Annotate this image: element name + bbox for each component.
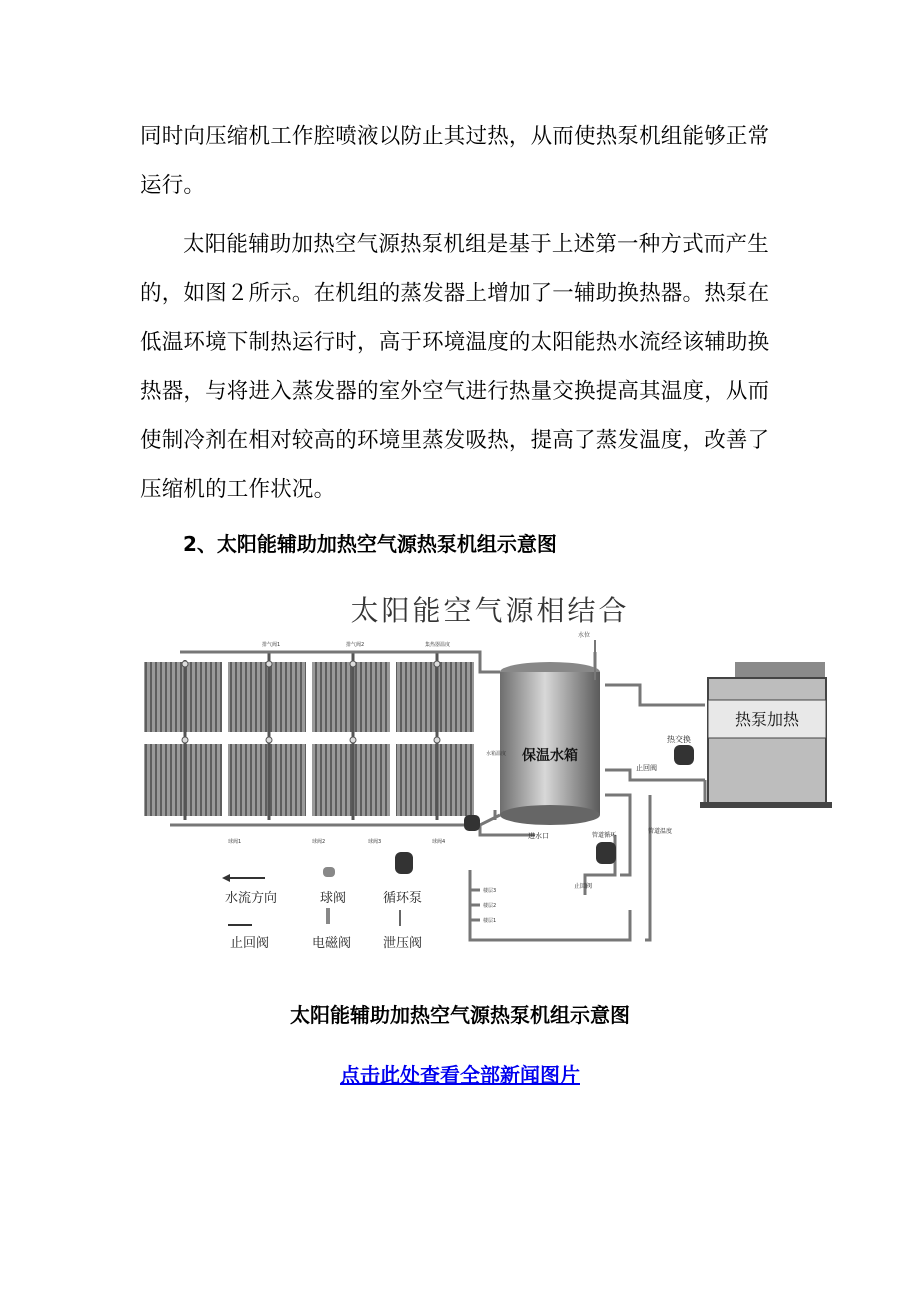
system-diagram bbox=[140, 580, 840, 975]
exhaust-valve-1-label: 排气阀1 bbox=[262, 642, 281, 648]
legend-relief: 泄压阀 bbox=[383, 936, 423, 951]
heat-pump-unit bbox=[700, 662, 832, 808]
pipe-circulation-pump-icon bbox=[596, 842, 616, 864]
ball-valve-icon bbox=[323, 867, 335, 877]
tank-temp-label: 水箱温度 bbox=[486, 751, 507, 757]
check-valve-top-label: 止回阀 bbox=[636, 764, 657, 772]
exhaust-valve-2-label: 排气阀2 bbox=[346, 642, 365, 648]
floor-1-label: 楼层1 bbox=[483, 918, 497, 924]
ball-valve-4-label: 球阀4 bbox=[432, 839, 446, 845]
solar-loop-pump-icon bbox=[464, 815, 480, 831]
collector-temp-label: 集热器温度 bbox=[425, 642, 451, 648]
tank-label: 保温水箱 bbox=[522, 748, 578, 764]
paragraph-continuation: 同时向压缩机工作腔喷液以防止其过热，从而使热泵机组能够正常运行。 bbox=[140, 124, 770, 198]
figure-caption: 太阳能辅助加热空气源热泵机组示意图 bbox=[290, 1003, 630, 1027]
solenoid-valve-icon bbox=[326, 908, 330, 924]
diagram-svg bbox=[140, 580, 840, 975]
floor-3-label: 楼层3 bbox=[483, 888, 497, 894]
legend-check: 止回阀 bbox=[230, 936, 270, 951]
section-heading: 2、太阳能辅助加热空气源热泵机组示意图 bbox=[183, 532, 557, 556]
link-container bbox=[0, 1055, 920, 1095]
pipe-circulation-label: 管道循环 bbox=[592, 832, 617, 839]
ball-valve-2-label: 球阀2 bbox=[312, 839, 326, 845]
view-all-news-images-link[interactable]: 点击此处查看全部新闻图片 bbox=[340, 1063, 580, 1087]
check-valve-bottom-label: 止回阀 bbox=[574, 883, 593, 890]
inlet-label: 进水口 bbox=[528, 832, 549, 840]
heat-exchange-label: 热交换 bbox=[667, 735, 691, 744]
ball-valve-1-label: 球阀1 bbox=[228, 839, 242, 845]
legend-solenoid: 电磁阀 bbox=[312, 936, 352, 951]
legend bbox=[222, 852, 422, 951]
insulated-water-tank bbox=[500, 631, 600, 825]
legend-pump: 循环泵 bbox=[383, 891, 423, 906]
paragraph-solar-assist: 太阳能辅助加热空气源热泵机组是基于上述第一种方式而产生的，如图２所示。在机组的蒸发器上增加了一辅助换热器。热泵在低温环境下制热运行时，高于环境温度的太阳能热水流经该辅助换热器，与将进入蒸发器的室外空气进行热量交换提高其温度，从而使制冷剂在相对较高的环境里蒸发吸热，提高了蒸发温度，改善了压缩机的工作状况。 bbox=[140, 232, 770, 502]
heat-pump-label: 热泵加热 bbox=[734, 710, 800, 729]
floor-2-label: 楼层2 bbox=[483, 903, 497, 909]
pipe-temp-label: 管道温度 bbox=[648, 828, 673, 835]
legend-flow: 水流方向 bbox=[225, 891, 278, 906]
water-level-label: 水位 bbox=[578, 632, 591, 639]
diagram-title: 太阳能空气源相结合 bbox=[350, 594, 630, 627]
pump-icon bbox=[395, 852, 413, 874]
legend-ball: 球阀 bbox=[320, 891, 347, 906]
heat-exchange-pump bbox=[636, 734, 694, 772]
ball-valve-3-label: 球阀3 bbox=[368, 839, 382, 845]
solar-collector-array bbox=[144, 652, 474, 820]
